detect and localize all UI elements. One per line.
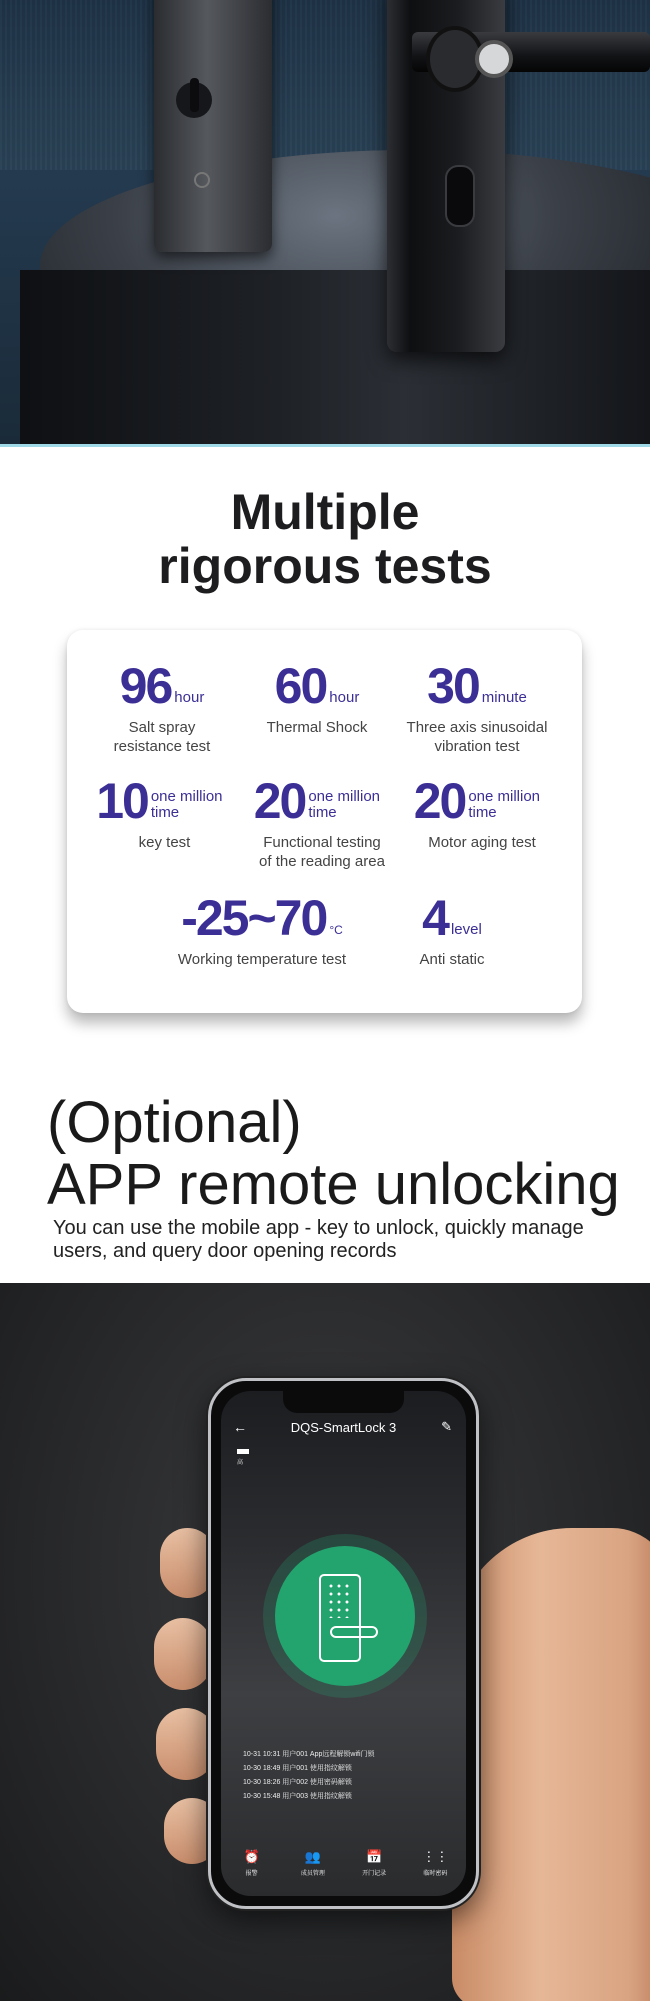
hero-divider	[0, 444, 650, 447]
lock-back-panel	[154, 0, 272, 252]
stat-motor-aging	[402, 775, 562, 852]
nav-label: 开门记录	[362, 1871, 387, 1877]
app-description: You can use the mobile app - key to unlock, quickly manage users, and query door opening records	[53, 1217, 584, 1262]
stat-thermal-shock	[242, 660, 392, 737]
stat-value: 10	[96, 773, 148, 829]
nav-alarm[interactable]	[227, 1849, 277, 1889]
members-icon: 👥	[304, 1849, 321, 1864]
nav-label: 临时密码	[423, 1871, 448, 1877]
app-title-line1: (Optional)	[47, 1090, 302, 1155]
record-item: 10-30 15:48 用户003 使用指纹解锁	[243, 1793, 352, 1800]
stat-value: 20	[413, 773, 466, 829]
phone-photo	[0, 1283, 650, 2001]
stat-anti-static	[387, 892, 517, 969]
stat-reading-area	[242, 775, 402, 871]
stat-vibration	[392, 660, 562, 756]
stat-label: Salt spray resistance test	[113, 719, 211, 755]
hand-right-palm	[452, 1528, 650, 2001]
door-lock-icon	[319, 1574, 361, 1662]
nav-label: 成员管理	[300, 1871, 325, 1877]
tests-card	[67, 630, 582, 1013]
back-arrow-icon[interactable]: ←	[233, 1419, 247, 1435]
tests-title-line1: Multiple	[230, 484, 420, 540]
stat-value: 60	[274, 658, 327, 714]
nav-label: 报警	[245, 1871, 258, 1877]
stat-unit: hour	[329, 689, 360, 706]
handle-cap	[475, 40, 513, 78]
grid-icon: ⋮⋮	[422, 1849, 449, 1864]
battery-label: 高	[237, 1460, 244, 1466]
battery-icon	[237, 1449, 249, 1454]
nav-members[interactable]	[288, 1849, 338, 1889]
device-title: DQS-SmartLock 3	[290, 1420, 397, 1435]
record-item: 10-30 18:26 用户002 使用密码解锁	[243, 1779, 352, 1786]
stat-unit: minute	[481, 689, 527, 706]
stat-salt-spray	[87, 660, 237, 756]
lock-handle-shape	[330, 1626, 378, 1638]
unlock-records	[243, 1748, 453, 1804]
stat-label: Thermal Shock	[266, 719, 368, 736]
stat-unit: level	[450, 921, 482, 938]
stat-unit: hour	[174, 689, 205, 706]
stat-unit: one million time	[308, 788, 381, 821]
alarm-icon: ⏰	[243, 1849, 260, 1864]
stat-temperature	[147, 892, 377, 969]
record-item: 10-31 10:31 用户001 App远程解锁wifi门锁	[243, 1751, 375, 1758]
stat-unit: one million time	[468, 788, 541, 821]
app-title-line2: APP remote unlocking	[47, 1152, 620, 1217]
record-item: 10-30 18:49 用户001 使用指纹解锁	[243, 1765, 352, 1772]
phone-notch	[283, 1391, 404, 1413]
stat-value: 96	[119, 658, 172, 714]
nav-records[interactable]	[349, 1849, 399, 1889]
stat-label: Working temperature test	[177, 951, 347, 968]
stat-key-test	[87, 775, 242, 852]
stat-value: 20	[253, 773, 306, 829]
stat-label: Three axis sinusoidal vibration test	[406, 719, 548, 755]
stat-label: key test	[138, 834, 191, 851]
bottom-nav	[221, 1849, 466, 1889]
edit-icon[interactable]: ✎	[441, 1419, 452, 1434]
phone-screen	[221, 1391, 466, 1896]
stat-label: Anti static	[419, 951, 485, 968]
stat-value: 4	[422, 890, 448, 946]
stat-value: -25~70	[181, 890, 327, 946]
hero-lock-photo	[0, 0, 650, 447]
stat-label: Motor aging test	[428, 834, 536, 851]
tests-title-line2: rigorous tests	[158, 538, 492, 594]
stat-value: 30	[427, 658, 479, 714]
stat-unit: one million time	[150, 788, 223, 821]
fingerprint-sensor	[445, 165, 475, 227]
nav-temp-password[interactable]	[410, 1849, 460, 1889]
calendar-icon: 📅	[366, 1849, 383, 1864]
tests-title	[0, 485, 650, 593]
stat-unit: °C	[329, 923, 343, 937]
smartphone	[208, 1378, 479, 1909]
keypad-dots	[327, 1582, 353, 1618]
app-title	[47, 1092, 620, 1216]
screw-icon	[194, 172, 210, 188]
app-topbar	[221, 1417, 466, 1441]
hero-plinth-front	[20, 270, 650, 447]
thumb-turn-knob	[176, 82, 212, 118]
stat-label: Functional testing of the reading area	[259, 834, 385, 870]
hero-wall	[0, 0, 650, 170]
